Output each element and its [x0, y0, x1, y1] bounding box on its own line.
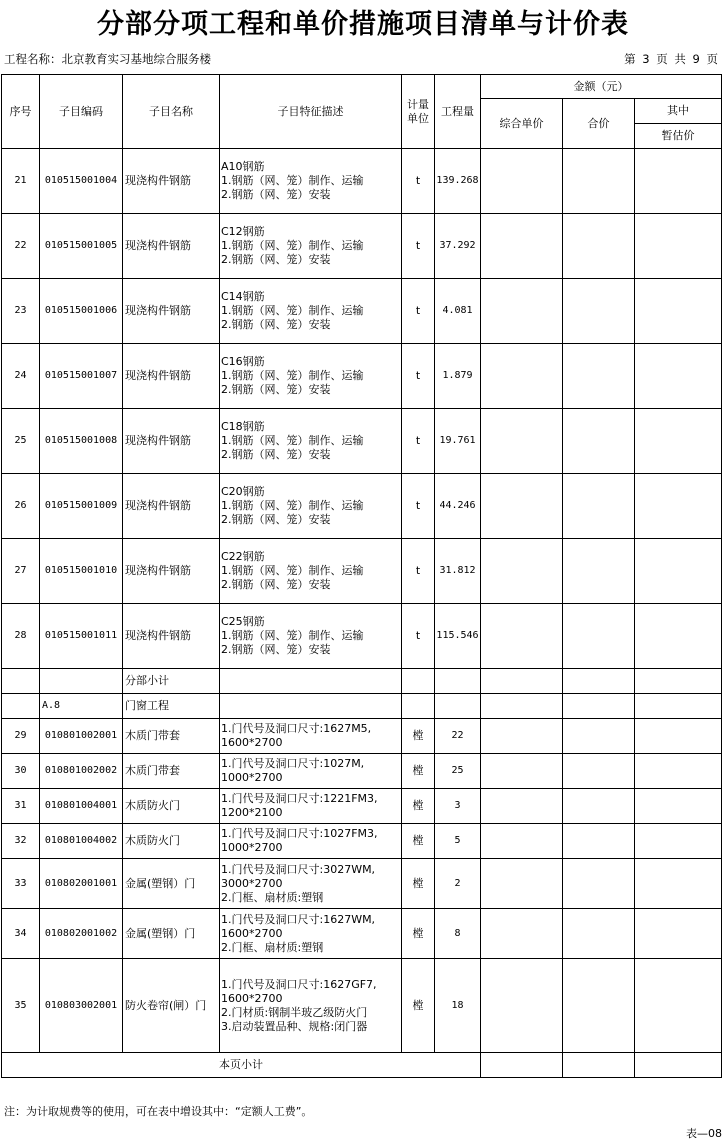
cell-seq: 35	[2, 959, 40, 1053]
cell-qty: 44.246	[435, 474, 481, 539]
cell-empty	[563, 694, 635, 719]
cell-seq: 27	[2, 539, 40, 604]
cell-total	[563, 604, 635, 669]
desc-line: 1600*2700	[221, 736, 283, 749]
cell-name: 现浇构件钢筋	[123, 279, 220, 344]
desc-line: 2.钢筋（网、笼）安装	[221, 383, 331, 396]
desc-line: 1.门代号及洞口尺寸:1027FM3,	[221, 827, 378, 840]
cell-empty	[481, 669, 563, 694]
cell-provisional	[635, 754, 722, 789]
cell-code: 010515001011	[40, 604, 123, 669]
cell-name: 现浇构件钢筋	[123, 409, 220, 474]
cell-desc	[220, 824, 402, 859]
cell-empty	[635, 669, 722, 694]
cell-qty: 5	[435, 824, 481, 859]
cell-unit: 樘	[402, 754, 435, 789]
cell-total	[563, 409, 635, 474]
desc-line: 1.门代号及洞口尺寸:1627GF7,	[221, 977, 377, 991]
cell-provisional	[635, 859, 722, 909]
cell-unit: 樘	[402, 959, 435, 1053]
cell-unit: t	[402, 539, 435, 604]
table-row	[2, 344, 722, 409]
cell-code: 010515001009	[40, 474, 123, 539]
cell-code: 010515001008	[40, 409, 123, 474]
cell-unit-price	[481, 754, 563, 789]
cell-unit: 樘	[402, 719, 435, 754]
cell-code: 010515001007	[40, 344, 123, 409]
cell-name: 现浇构件钢筋	[123, 474, 220, 539]
cell-name: 现浇构件钢筋	[123, 214, 220, 279]
cell-unit: t	[402, 604, 435, 669]
desc-line: 1.门代号及洞口尺寸:1221FM3,	[221, 792, 378, 805]
project-value: 北京教育实习基地综合服务楼	[61, 52, 211, 66]
cell-seq: 34	[2, 909, 40, 959]
cell-unit-price	[481, 344, 563, 409]
cell-unit: 樘	[402, 789, 435, 824]
cell-unit: t	[402, 149, 435, 214]
desc-line: 1600*2700	[221, 991, 283, 1005]
desc-line: 2.钢筋（网、笼）安装	[221, 643, 331, 656]
subtotal-label: 分部小计	[123, 669, 220, 694]
cell-total	[563, 474, 635, 539]
table-row	[2, 789, 722, 824]
cell-unit-price	[481, 959, 563, 1053]
cell-seq: 32	[2, 824, 40, 859]
cell-total	[563, 539, 635, 604]
cell-name: 木质防火门	[123, 789, 220, 824]
cell-name: 防火卷帘(闸）门	[123, 959, 220, 1053]
cell-code: 010801004001	[40, 789, 123, 824]
desc-line: 1.钢筋（网、笼）制作、运输	[221, 499, 364, 512]
cell-code: 010515001004	[40, 149, 123, 214]
cell-code: 010801004002	[40, 824, 123, 859]
cell-total	[563, 909, 635, 959]
cell-code: 010803002001	[40, 959, 123, 1053]
cell-provisional	[635, 279, 722, 344]
desc-line: 1600*2700	[221, 926, 283, 940]
table-row	[2, 149, 722, 214]
cell-name: 木质门带套	[123, 754, 220, 789]
cell-provisional	[635, 149, 722, 214]
header-amount: 金额（元）	[481, 75, 722, 99]
table-row	[2, 909, 722, 959]
cell-provisional	[635, 909, 722, 959]
desc-line: C25钢筋	[221, 615, 265, 628]
cell-code: 010802001002	[40, 909, 123, 959]
table-row	[2, 959, 722, 1053]
table-row	[2, 859, 722, 909]
cell-empty	[563, 1053, 635, 1078]
cell-seq	[2, 694, 40, 719]
cell-empty	[563, 669, 635, 694]
page-current: 3	[642, 52, 650, 66]
desc-line: C12钢筋	[221, 225, 265, 238]
cell-desc	[220, 754, 402, 789]
cell-total	[563, 789, 635, 824]
page-middle: 页 共	[656, 52, 686, 66]
cell-empty	[635, 1053, 722, 1078]
header-provisional: 暂估价	[635, 124, 722, 149]
desc-line: A10钢筋	[221, 160, 265, 173]
page-total: 9	[692, 52, 700, 66]
cell-code	[40, 669, 123, 694]
desc-line: C20钢筋	[221, 485, 265, 498]
cell-total	[563, 344, 635, 409]
cell-unit-price	[481, 409, 563, 474]
cell-empty	[402, 694, 435, 719]
desc-line: 2.门框、扇材质:塑钢	[221, 890, 324, 904]
cell-qty: 22	[435, 719, 481, 754]
cell-desc	[220, 909, 402, 959]
cell-qty: 18	[435, 959, 481, 1053]
cell-empty	[481, 694, 563, 719]
cell-total	[563, 719, 635, 754]
cell-code: 010515001006	[40, 279, 123, 344]
cell-total	[563, 959, 635, 1053]
cell-desc	[220, 279, 402, 344]
page-indicator	[624, 51, 718, 67]
cell-provisional	[635, 344, 722, 409]
cell-name: 现浇构件钢筋	[123, 604, 220, 669]
cell-provisional	[635, 214, 722, 279]
cell-name: 现浇构件钢筋	[123, 344, 220, 409]
cell-provisional	[635, 474, 722, 539]
cell-qty: 37.292	[435, 214, 481, 279]
cell-seq: 26	[2, 474, 40, 539]
header-of-which: 其中	[635, 99, 722, 124]
cell-desc	[220, 409, 402, 474]
cell-total	[563, 279, 635, 344]
desc-line: 1.钢筋（网、笼）制作、运输	[221, 174, 364, 187]
cell-total	[563, 859, 635, 909]
cell-code: 010801002002	[40, 754, 123, 789]
cell-provisional	[635, 539, 722, 604]
cell-code: 010515001010	[40, 539, 123, 604]
cell-seq: 23	[2, 279, 40, 344]
desc-line: 2.钢筋（网、笼）安装	[221, 318, 331, 331]
cell-name: 木质门带套	[123, 719, 220, 754]
cell-empty	[635, 694, 722, 719]
desc-line: 1000*2700	[221, 771, 283, 784]
cell-desc	[220, 344, 402, 409]
desc-line: 3.启动装置品种、规格:闭门器	[221, 1019, 368, 1033]
header-qty: 工程量	[435, 75, 481, 149]
cell-unit-price	[481, 474, 563, 539]
cell-provisional	[635, 409, 722, 474]
cell-unit-price	[481, 279, 563, 344]
cell-total	[563, 149, 635, 214]
header-unit-price: 综合单价	[481, 99, 563, 149]
desc-line: 1000*2700	[221, 841, 283, 854]
cell-provisional	[635, 824, 722, 859]
desc-line: 1200*2100	[221, 806, 283, 819]
cell-empty	[481, 1053, 563, 1078]
desc-line: C16钢筋	[221, 355, 265, 368]
cell-name: 金属(塑钢）门	[123, 909, 220, 959]
desc-line: 1.门代号及洞口尺寸:1627WM,	[221, 912, 376, 926]
table-row	[2, 409, 722, 474]
cell-seq: 33	[2, 859, 40, 909]
project-label: 工程名称：	[4, 52, 62, 66]
cell-qty: 3	[435, 789, 481, 824]
cell-unit-price	[481, 149, 563, 214]
cell-provisional	[635, 959, 722, 1053]
cell-qty: 19.761	[435, 409, 481, 474]
cell-seq: 25	[2, 409, 40, 474]
desc-line: 2.门材质:钢制半玻乙级防火门	[221, 1005, 368, 1019]
page-prefix: 第	[624, 52, 636, 66]
desc-line: 2.门框、扇材质:塑钢	[221, 940, 324, 954]
desc-line: 1.门代号及洞口尺寸:1627M5,	[221, 722, 372, 735]
bill-table	[1, 74, 722, 1078]
cell-empty	[402, 669, 435, 694]
cell-seq: 22	[2, 214, 40, 279]
cell-unit: t	[402, 214, 435, 279]
desc-line: 1.钢筋（网、笼）制作、运输	[221, 564, 364, 577]
table-row	[2, 539, 722, 604]
cell-qty: 4.081	[435, 279, 481, 344]
project-name	[4, 51, 211, 67]
desc-line: 2.钢筋（网、笼）安装	[221, 578, 331, 591]
cell-desc	[220, 959, 402, 1053]
cell-desc	[220, 604, 402, 669]
cell-empty	[220, 669, 402, 694]
cell-empty	[435, 694, 481, 719]
cell-unit: t	[402, 409, 435, 474]
cell-code: 010515001005	[40, 214, 123, 279]
cell-qty: 1.879	[435, 344, 481, 409]
desc-line: C14钢筋	[221, 290, 265, 303]
desc-line: C18钢筋	[221, 420, 265, 433]
cell-total	[563, 824, 635, 859]
desc-line: 1.门代号及洞口尺寸:1027M,	[221, 757, 365, 770]
cell-desc	[220, 539, 402, 604]
cell-code: 010801002001	[40, 719, 123, 754]
section-label: 门窗工程	[123, 694, 220, 719]
cell-seq: 31	[2, 789, 40, 824]
page-subtotal-row	[2, 1053, 722, 1078]
header-desc: 子目特征描述	[220, 75, 402, 149]
cell-qty: 115.546	[435, 604, 481, 669]
desc-line: 2.钢筋（网、笼）安装	[221, 513, 331, 526]
footnote: 注：为计取规费等的使用，可在表中增设其中：“定额人工费”。	[4, 1105, 313, 1118]
table-row	[2, 824, 722, 859]
cell-unit-price	[481, 909, 563, 959]
desc-line: 1.钢筋（网、笼）制作、运输	[221, 629, 364, 642]
header-code: 子目编码	[40, 75, 123, 149]
cell-unit-price	[481, 604, 563, 669]
cell-unit: t	[402, 474, 435, 539]
cell-unit-price	[481, 859, 563, 909]
desc-line: 2.钢筋（网、笼）安装	[221, 253, 331, 266]
cell-seq: 30	[2, 754, 40, 789]
section-row	[2, 694, 722, 719]
cell-unit-price	[481, 719, 563, 754]
page-suffix: 页	[706, 52, 718, 66]
page-subtotal-label: 本页小计	[2, 1053, 481, 1078]
cell-total	[563, 214, 635, 279]
table-body	[2, 149, 722, 1078]
cell-seq	[2, 669, 40, 694]
cell-unit-price	[481, 824, 563, 859]
table-row	[2, 754, 722, 789]
cell-seq: 28	[2, 604, 40, 669]
cell-total	[563, 754, 635, 789]
cell-qty: 2	[435, 859, 481, 909]
page-title: 分部分项工程和单价措施项目清单与计价表	[97, 9, 629, 40]
header-unit	[402, 75, 435, 149]
cell-desc	[220, 214, 402, 279]
cell-name: 木质防火门	[123, 824, 220, 859]
desc-line: 1.钢筋（网、笼）制作、运输	[221, 369, 364, 382]
cell-provisional	[635, 604, 722, 669]
cell-seq: 29	[2, 719, 40, 754]
cell-provisional	[635, 789, 722, 824]
cell-unit: t	[402, 344, 435, 409]
table-row	[2, 214, 722, 279]
desc-line: C22钢筋	[221, 550, 265, 563]
cell-unit-price	[481, 214, 563, 279]
header-name: 子目名称	[123, 75, 220, 149]
desc-line: 1.钢筋（网、笼）制作、运输	[221, 239, 364, 252]
header-total: 合价	[563, 99, 635, 149]
cell-desc	[220, 474, 402, 539]
cell-seq: 21	[2, 149, 40, 214]
cell-unit: t	[402, 279, 435, 344]
cell-unit-price	[481, 789, 563, 824]
desc-line: 1.门代号及洞口尺寸:3027WM,	[221, 862, 376, 876]
header-seq: 序号	[2, 75, 40, 149]
cell-unit: 樘	[402, 909, 435, 959]
cell-provisional	[635, 719, 722, 754]
cell-qty: 25	[435, 754, 481, 789]
table-row	[2, 279, 722, 344]
cell-desc	[220, 789, 402, 824]
cell-empty	[435, 669, 481, 694]
cell-seq: 24	[2, 344, 40, 409]
cell-code: 010802001001	[40, 859, 123, 909]
desc-line: 2.钢筋（网、笼）安装	[221, 448, 331, 461]
cell-name: 金属(塑钢）门	[123, 859, 220, 909]
cell-name: 现浇构件钢筋	[123, 539, 220, 604]
subtotal-row	[2, 669, 722, 694]
cell-qty: 31.812	[435, 539, 481, 604]
table-row	[2, 474, 722, 539]
section-code: A.8	[40, 694, 123, 719]
table-row	[2, 719, 722, 754]
cell-unit-price	[481, 539, 563, 604]
cell-qty: 139.268	[435, 149, 481, 214]
cell-desc	[220, 719, 402, 754]
cell-desc	[220, 859, 402, 909]
cell-desc	[220, 149, 402, 214]
cell-qty: 8	[435, 909, 481, 959]
cell-empty	[220, 694, 402, 719]
cell-name: 现浇构件钢筋	[123, 149, 220, 214]
form-number: 表—08	[686, 1127, 722, 1140]
header-unit-label: 计量单位	[407, 97, 429, 125]
cell-unit: 樘	[402, 824, 435, 859]
desc-line: 2.钢筋（网、笼）安装	[221, 188, 331, 201]
table-row	[2, 604, 722, 669]
desc-line: 1.钢筋（网、笼）制作、运输	[221, 304, 364, 317]
desc-line: 1.钢筋（网、笼）制作、运输	[221, 434, 364, 447]
desc-line: 3000*2700	[221, 876, 283, 890]
cell-unit: 樘	[402, 859, 435, 909]
